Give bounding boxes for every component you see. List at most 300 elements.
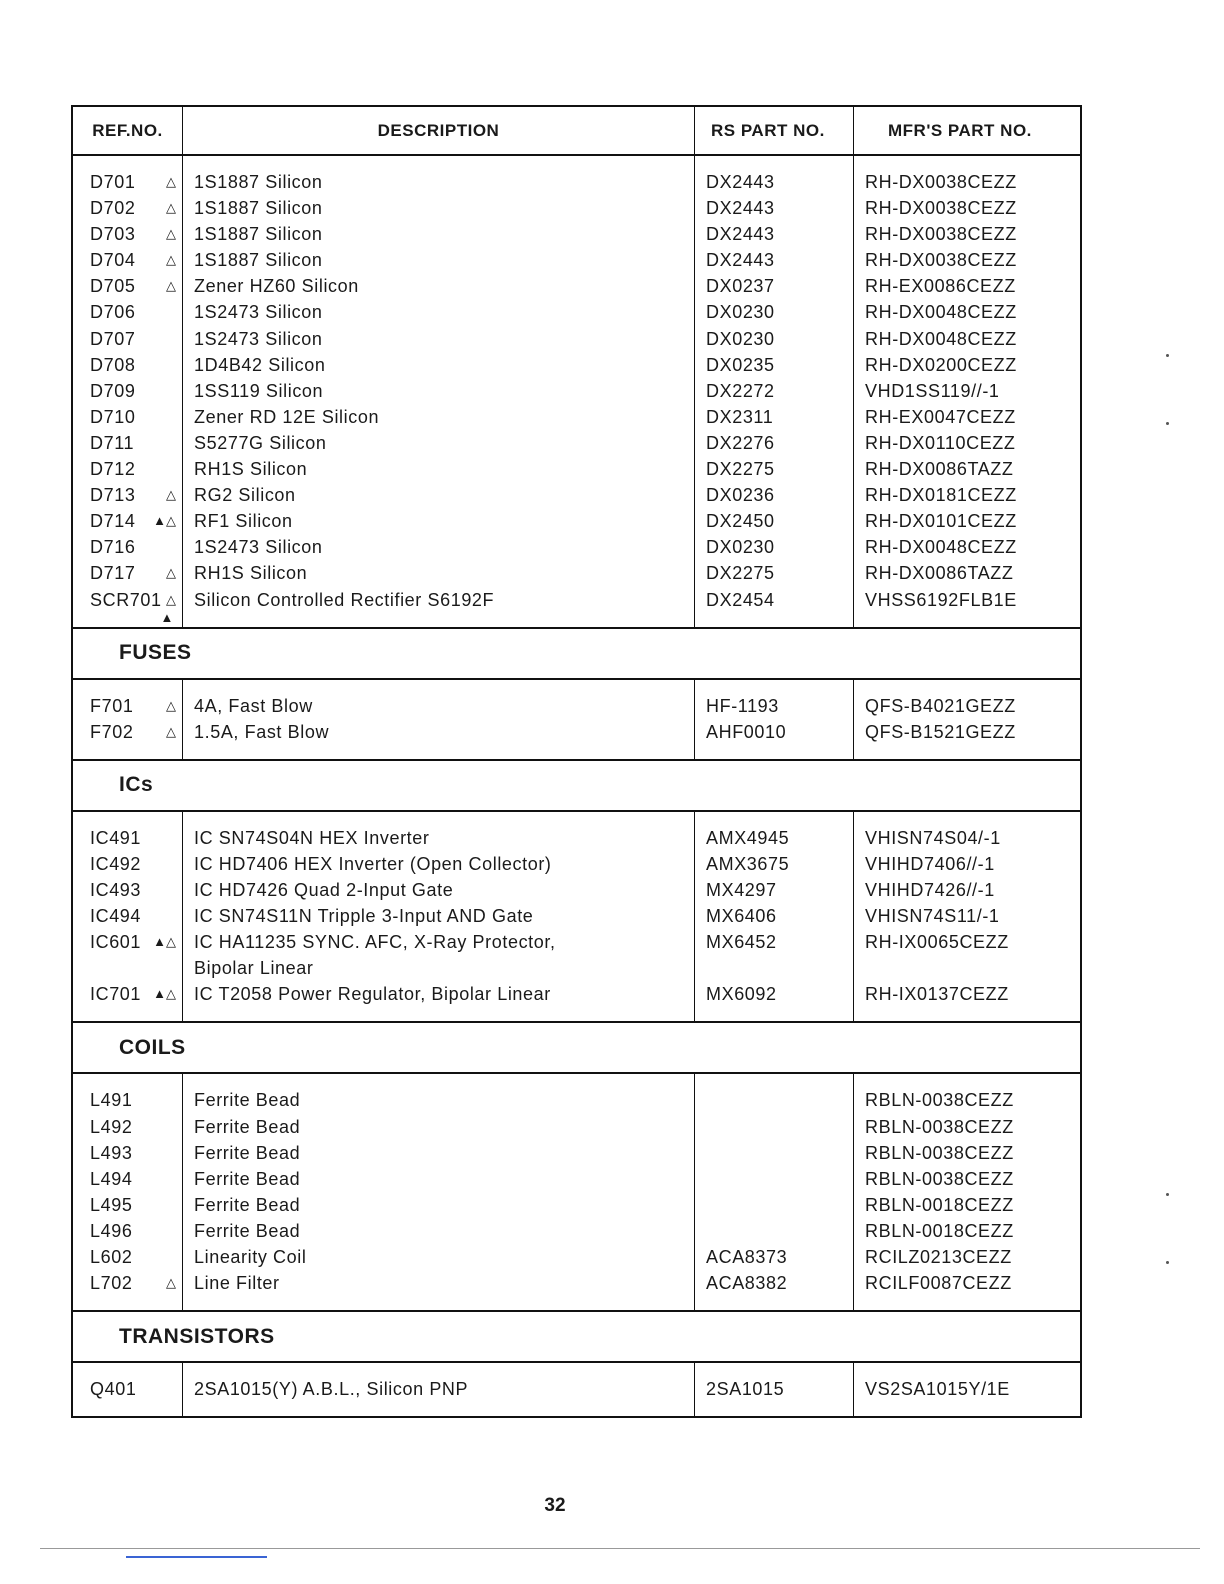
mfr-part-no-text: VHIHD7426//-1 — [865, 879, 995, 900]
ref-no-cell — [73, 851, 182, 877]
description-cell — [183, 877, 694, 903]
description-cell — [183, 1114, 694, 1140]
description-column — [183, 156, 695, 627]
description-cell — [183, 299, 694, 325]
rs-part-no-cell — [695, 1192, 853, 1218]
description-text: IC T2058 Power Regulator, Bipolar Linear — [194, 984, 551, 1005]
rs-part-column — [695, 680, 854, 759]
ref-no-text: D716 — [90, 537, 136, 558]
mfr-part-column — [854, 680, 1080, 759]
description-text: Ferrite Bead — [194, 1168, 301, 1189]
safety-warning-icon: ▲△ — [153, 986, 176, 1002]
description-text: RH1S Silicon — [194, 459, 308, 480]
rs-part-no-cell — [695, 587, 853, 613]
mfr-part-no-text: RBLN-0038CEZZ — [865, 1116, 1014, 1137]
ref-no-text: D708 — [90, 354, 136, 375]
page-number: 32 — [544, 1495, 566, 1516]
rs-part-no-cell — [695, 1140, 853, 1166]
rs-part-no-text: AMX4945 — [706, 827, 790, 848]
description-text: Linearity Coil — [194, 1247, 307, 1267]
rs-part-no-text: DX0235 — [706, 354, 775, 375]
description-text: 1S2473 Silicon — [194, 537, 323, 558]
ref-no-text: D714 — [90, 511, 136, 532]
ref-no-text: D711 — [90, 432, 135, 453]
mfr-part-no-text: RBLN-0038CEZZ — [865, 1142, 1014, 1163]
ref-no-cell — [73, 326, 182, 352]
rs-part-no-cell — [695, 534, 853, 560]
ref-no-cell — [73, 1270, 182, 1296]
section-title-coils: COILS — [73, 1023, 1080, 1074]
description-text: 1SS119 Silicon — [194, 380, 324, 401]
rs-part-no-cell — [695, 1218, 853, 1244]
description-cell — [183, 508, 694, 534]
mfr-part-no-cell — [854, 929, 1080, 955]
description-text: IC HD7406 HEX Inverter (Open Collector) — [194, 853, 552, 874]
description-cell — [183, 482, 694, 508]
mfr-part-no-text: RH-EX0086CEZZ — [865, 276, 1016, 297]
description-cell — [183, 1166, 694, 1192]
ref-column — [73, 156, 183, 627]
ref-no-text: SCR701 — [90, 589, 162, 610]
parts-list-table — [71, 105, 1082, 1418]
mfr-part-no-cell — [854, 1244, 1080, 1270]
description-cell — [183, 378, 694, 404]
mfr-part-no-cell — [854, 508, 1080, 534]
mfr-part-no-cell — [854, 169, 1080, 195]
rs-part-no-text: DX2454 — [706, 589, 775, 610]
ref-no-text: D717 — [90, 563, 136, 584]
header-ref-no: REF.NO. — [73, 107, 183, 154]
ref-no-text: D704 — [90, 250, 136, 271]
mfr-part-no-text: RH-DX0048CEZZ — [865, 537, 1017, 558]
safety-warning-icon: ▲△ — [153, 934, 176, 950]
ref-no-text: D710 — [90, 406, 136, 427]
ref-no-text: IC601 — [90, 932, 142, 953]
rs-part-no-text: DX2275 — [706, 459, 775, 480]
description-column — [183, 1074, 695, 1310]
ref-no-cell — [73, 1114, 182, 1140]
description-text: 1S1887 Silicon — [194, 172, 323, 192]
rs-part-no-cell — [695, 221, 853, 247]
description-cell — [183, 719, 694, 745]
footer-rule — [40, 1548, 1200, 1549]
rs-part-no-cell — [695, 719, 853, 745]
ref-no-text: F702 — [90, 721, 134, 742]
mfr-part-no-text: RH-DX0110CEZZ — [865, 432, 1016, 453]
description-cell — [183, 404, 694, 430]
ref-no-cell — [73, 1376, 182, 1402]
mfr-part-no-text: RH-DX0038CEZZ — [865, 172, 1017, 192]
ref-no-text: L495 — [90, 1194, 133, 1215]
ref-no-cell — [73, 1192, 182, 1218]
rs-part-no-cell — [695, 299, 853, 325]
ref-no-cell — [73, 299, 182, 325]
ref-no-cell — [73, 247, 182, 273]
ref-no-text: L491 — [90, 1090, 133, 1111]
safety-warning-icon: △ — [166, 278, 176, 294]
rs-part-no-text: ACA8382 — [706, 1273, 788, 1294]
mfr-part-no-cell — [854, 247, 1080, 273]
rs-part-no-text: DX0237 — [706, 276, 775, 297]
rs-part-no-cell — [695, 273, 853, 299]
ref-no-text: L602 — [90, 1247, 133, 1267]
rs-part-no-text: DX0230 — [706, 537, 775, 558]
header-mfr-part-no: MFR'S PART NO. — [888, 120, 1032, 140]
description-cell — [183, 430, 694, 456]
rs-part-no-text: DX2443 — [706, 198, 775, 219]
description-column — [183, 812, 695, 1022]
description-cell — [183, 1376, 694, 1402]
description-text: 1S1887 Silicon — [194, 198, 323, 219]
rs-part-no-text: MX6406 — [706, 906, 777, 927]
mfr-part-no-cell — [854, 195, 1080, 221]
mfr-part-column — [854, 156, 1080, 627]
ref-no-text: D702 — [90, 198, 136, 219]
description-cell — [183, 587, 694, 613]
scan-speck — [1166, 1261, 1169, 1264]
ref-no-text: L494 — [90, 1168, 133, 1189]
ref-no-cell — [73, 169, 182, 195]
ref-no-cell — [73, 430, 182, 456]
ref-no-text: IC493 — [90, 879, 142, 900]
ref-no-text: D706 — [90, 302, 136, 323]
ref-no-cell — [73, 482, 182, 508]
ref-column — [73, 812, 183, 1022]
diodes-block — [73, 156, 1080, 629]
mfr-part-no-text: RH-DX0086TAZZ — [865, 563, 1014, 584]
description-cell — [183, 247, 694, 273]
description-text: 1.5A, Fast Blow — [194, 721, 330, 742]
ref-column — [73, 1074, 183, 1310]
description-text: IC HA11235 SYNC. AFC, X-Ray Protector, — [194, 932, 556, 953]
mfr-part-column — [854, 1074, 1080, 1310]
mfr-part-no-text: RH-IX0137CEZZ — [865, 984, 1009, 1005]
rs-part-no-text: DX0230 — [706, 302, 775, 323]
mfr-part-no-cell — [854, 534, 1080, 560]
mfr-part-column — [854, 812, 1080, 1022]
safety-warning-icon: △ — [166, 565, 176, 581]
safety-warning-icon: △ — [166, 591, 176, 607]
ref-no-text: L492 — [90, 1116, 133, 1137]
description-cell — [183, 1087, 694, 1113]
safety-warning-icon: △ — [166, 200, 176, 216]
mfr-part-no-text: VHISN74S11/-1 — [865, 906, 1000, 927]
mfr-part-no-text: RH-DX0200CEZZ — [865, 354, 1017, 375]
description-cell — [183, 955, 694, 981]
scan-speck — [1166, 1193, 1169, 1196]
ref-no-text: D713 — [90, 485, 136, 506]
rs-part-no-cell — [695, 1087, 853, 1113]
description-cell — [183, 534, 694, 560]
rs-part-no-text: AHF0010 — [706, 721, 787, 742]
rs-part-no-text: DX2443 — [706, 172, 775, 192]
rs-part-no-cell — [695, 508, 853, 534]
mfr-part-no-text: RBLN-0018CEZZ — [865, 1194, 1014, 1215]
ref-no-cell — [73, 719, 182, 745]
rs-part-no-cell — [695, 1244, 853, 1270]
ref-no-text: IC494 — [90, 906, 142, 927]
rs-part-no-cell — [695, 1166, 853, 1192]
safety-warning-icon: △ — [166, 174, 176, 189]
mfr-part-column — [854, 1363, 1080, 1416]
rs-part-no-cell — [695, 981, 853, 1007]
mfr-part-no-text: VHD1SS119//-1 — [865, 380, 1000, 401]
mfr-part-no-cell — [854, 352, 1080, 378]
ref-no-cell — [73, 378, 182, 404]
ref-no-cell — [73, 560, 182, 586]
critical-part-icon: ▲ — [160, 609, 174, 625]
mfr-part-no-cell — [854, 825, 1080, 851]
rs-part-no-text: MX4297 — [706, 879, 777, 900]
mfr-part-no-cell — [854, 299, 1080, 325]
ref-column — [73, 1363, 183, 1416]
rs-part-no-text: MX6452 — [706, 932, 777, 953]
ref-no-text: IC491 — [90, 827, 142, 848]
rs-part-no-text: ACA8373 — [706, 1247, 788, 1267]
rs-part-no-cell — [695, 352, 853, 378]
mfr-part-no-cell — [854, 560, 1080, 586]
mfr-part-no-text: VHIHD7406//-1 — [865, 853, 995, 874]
rs-part-no-cell — [695, 1270, 853, 1296]
rs-part-no-cell — [695, 693, 853, 719]
fuses-block — [73, 680, 1080, 761]
rs-part-no-text: 2SA1015 — [706, 1379, 785, 1400]
description-column — [183, 1363, 695, 1416]
rs-part-no-text: AMX3675 — [706, 853, 790, 874]
mfr-part-no-cell — [854, 877, 1080, 903]
mfr-part-no-text: RH-DX0101CEZZ — [865, 511, 1017, 532]
mfr-part-no-text: RH-DX0181CEZZ — [865, 485, 1017, 506]
description-text: IC SN74S04N HEX Inverter — [194, 827, 430, 848]
description-text: Silicon Controlled Rectifier S6192F — [194, 589, 495, 610]
mfr-part-no-cell — [854, 1140, 1080, 1166]
mfr-part-no-text: VS2SA1015Y/1E — [865, 1379, 1010, 1400]
description-cell — [183, 326, 694, 352]
mfr-part-no-text: RH-DX0038CEZZ — [865, 224, 1017, 245]
mfr-part-no-text: RH-DX0086TAZZ — [865, 459, 1014, 480]
description-cell — [183, 825, 694, 851]
ref-no-cell — [73, 1244, 182, 1270]
mfr-part-no-cell — [854, 587, 1080, 613]
rs-part-no-cell — [695, 851, 853, 877]
description-text: RG2 Silicon — [194, 485, 296, 506]
description-cell — [183, 1244, 694, 1270]
description-cell — [183, 169, 694, 195]
mfr-part-no-cell — [854, 430, 1080, 456]
ref-no-cell — [73, 955, 182, 981]
description-text: Ferrite Bead — [194, 1194, 301, 1215]
description-text: Bipolar Linear — [194, 958, 314, 979]
description-text: 2SA1015(Y) A.B.L., Silicon PNP — [194, 1379, 469, 1400]
ref-no-cell — [73, 877, 182, 903]
mfr-part-no-cell — [854, 1270, 1080, 1296]
ref-no-cell — [73, 273, 182, 299]
mfr-part-no-text: RH-IX0065CEZZ — [865, 932, 1009, 953]
mfr-part-no-cell — [854, 378, 1080, 404]
mfr-part-no-cell — [854, 955, 1080, 981]
description-cell — [183, 560, 694, 586]
description-cell — [183, 851, 694, 877]
description-text: 1S1887 Silicon — [194, 250, 323, 271]
ref-no-cell — [73, 929, 182, 955]
ref-no-text: IC492 — [90, 853, 142, 874]
description-text: 4A, Fast Blow — [194, 695, 313, 716]
description-cell — [183, 273, 694, 299]
description-cell — [183, 221, 694, 247]
rs-part-no-text: DX2272 — [706, 380, 775, 401]
rs-part-no-cell — [695, 1376, 853, 1402]
rs-part-no-cell — [695, 955, 853, 981]
transistors-block — [73, 1363, 1080, 1416]
rs-part-no-cell — [695, 903, 853, 929]
description-cell — [183, 1218, 694, 1244]
ref-no-cell — [73, 1140, 182, 1166]
rs-part-no-text: DX2275 — [706, 563, 775, 584]
rs-part-no-text: DX2450 — [706, 511, 775, 532]
description-text: S5277G Silicon — [194, 432, 327, 453]
ref-no-cell — [73, 352, 182, 378]
description-cell — [183, 693, 694, 719]
mfr-part-no-cell — [854, 221, 1080, 247]
ref-no-text: D705 — [90, 276, 136, 297]
ref-no-cell — [73, 903, 182, 929]
rs-part-column — [695, 812, 854, 1022]
safety-warning-icon: △ — [166, 723, 176, 739]
mfr-part-no-cell — [854, 273, 1080, 299]
ics-block — [73, 812, 1080, 1024]
mfr-part-no-cell — [854, 1087, 1080, 1113]
rs-part-no-cell — [695, 404, 853, 430]
ref-no-cell — [73, 693, 182, 719]
ref-no-cell — [73, 825, 182, 851]
mfr-part-no-cell — [854, 1376, 1080, 1402]
section-title-transistors: TRANSISTORS — [73, 1312, 1080, 1363]
description-text: Ferrite Bead — [194, 1142, 301, 1163]
description-text: IC SN74S11N Tripple 3-Input AND Gate — [194, 906, 534, 927]
section-title-ics: ICs — [73, 761, 1080, 812]
header-rs-part-no: RS PART NO. — [695, 107, 854, 154]
rs-part-no-text: DX0236 — [706, 485, 775, 506]
mfr-part-no-cell — [854, 903, 1080, 929]
description-column — [183, 680, 695, 759]
rs-part-no-cell — [695, 247, 853, 273]
rs-part-no-cell — [695, 482, 853, 508]
mfr-part-no-cell — [854, 1192, 1080, 1218]
description-text: Ferrite Bead — [194, 1116, 301, 1137]
ref-no-text: F701 — [90, 695, 134, 716]
mfr-part-no-cell — [854, 404, 1080, 430]
ref-no-text: IC701 — [90, 984, 142, 1005]
ref-no-text: D712 — [90, 459, 136, 480]
description-text: Zener RD 12E Silicon — [194, 406, 380, 427]
rs-part-no-cell — [695, 456, 853, 482]
mfr-part-no-cell — [854, 1166, 1080, 1192]
rs-part-no-text: DX2443 — [706, 224, 775, 245]
mfr-part-no-cell — [854, 693, 1080, 719]
ref-no-cell — [73, 221, 182, 247]
mfr-part-no-text: RBLN-0018CEZZ — [865, 1220, 1014, 1241]
rs-part-no-cell — [695, 825, 853, 851]
rs-part-no-text: DX2276 — [706, 432, 775, 453]
ref-no-text: D707 — [90, 328, 136, 349]
rs-part-no-cell — [695, 378, 853, 404]
table-header — [73, 107, 1080, 156]
safety-warning-icon: △ — [166, 697, 176, 713]
mfr-part-no-text: VHSS6192FLB1E — [865, 589, 1017, 610]
ref-no-cell — [73, 1218, 182, 1244]
footer-link-underline — [126, 1556, 267, 1558]
mfr-part-no-cell — [854, 981, 1080, 1007]
ref-no-cell — [73, 508, 182, 534]
mfr-part-no-text: RBLN-0038CEZZ — [865, 1090, 1014, 1111]
rs-part-column — [695, 1363, 854, 1416]
mfr-part-no-text: RH-DX0038CEZZ — [865, 250, 1017, 271]
rs-part-no-cell — [695, 929, 853, 955]
mfr-part-no-text: RCILZ0213CEZZ — [865, 1247, 1012, 1267]
safety-warning-icon: ▲△ — [153, 513, 176, 529]
safety-warning-icon: △ — [166, 487, 176, 503]
description-text: 1S2473 Silicon — [194, 302, 323, 323]
description-cell — [183, 1270, 694, 1296]
mfr-part-no-text: RH-DX0048CEZZ — [865, 302, 1017, 323]
ref-no-cell — [73, 981, 182, 1007]
description-cell — [183, 456, 694, 482]
description-text: Ferrite Bead — [194, 1220, 301, 1241]
description-text: IC HD7426 Quad 2-Input Gate — [194, 879, 454, 900]
mfr-part-no-text: QFS-B1521GEZZ — [865, 721, 1016, 742]
description-cell — [183, 195, 694, 221]
description-text: Ferrite Bead — [194, 1090, 301, 1111]
rs-part-no-cell — [695, 560, 853, 586]
description-cell — [183, 929, 694, 955]
rs-part-column — [695, 1074, 854, 1310]
header-description: DESCRIPTION — [183, 107, 695, 154]
description-text: RF1 Silicon — [194, 511, 293, 532]
rs-part-no-cell — [695, 430, 853, 456]
safety-warning-icon: △ — [166, 1275, 176, 1291]
ref-no-cell — [73, 1087, 182, 1113]
mfr-part-no-text: RH-EX0047CEZZ — [865, 406, 1016, 427]
rs-part-no-cell — [695, 1114, 853, 1140]
rs-part-no-text: HF-1193 — [706, 695, 779, 716]
ref-no-text: D703 — [90, 224, 136, 245]
ref-no-cell — [73, 404, 182, 430]
mfr-part-no-cell — [854, 719, 1080, 745]
safety-warning-icon: △ — [166, 252, 176, 268]
ref-column — [73, 680, 183, 759]
ref-no-cell — [73, 1166, 182, 1192]
description-text: RH1S Silicon — [194, 563, 308, 584]
mfr-part-no-cell — [854, 482, 1080, 508]
rs-part-no-text: DX2311 — [706, 406, 774, 427]
description-cell — [183, 352, 694, 378]
scan-speck — [1166, 422, 1169, 425]
mfr-part-no-cell — [854, 851, 1080, 877]
mfr-part-no-cell — [854, 456, 1080, 482]
description-cell — [183, 1192, 694, 1218]
description-text: 1D4B42 Silicon — [194, 354, 326, 375]
rs-part-no-cell — [695, 877, 853, 903]
scan-speck — [1166, 354, 1169, 357]
mfr-part-no-text: RBLN-0038CEZZ — [865, 1168, 1014, 1189]
ref-no-text: D701 — [90, 172, 136, 192]
ref-no-text: L702 — [90, 1273, 133, 1294]
description-text: Zener HZ60 Silicon — [194, 276, 359, 297]
description-cell — [183, 981, 694, 1007]
rs-part-no-text: DX0230 — [706, 328, 775, 349]
ref-no-cell — [73, 195, 182, 221]
ref-no-text: L493 — [90, 1142, 133, 1163]
